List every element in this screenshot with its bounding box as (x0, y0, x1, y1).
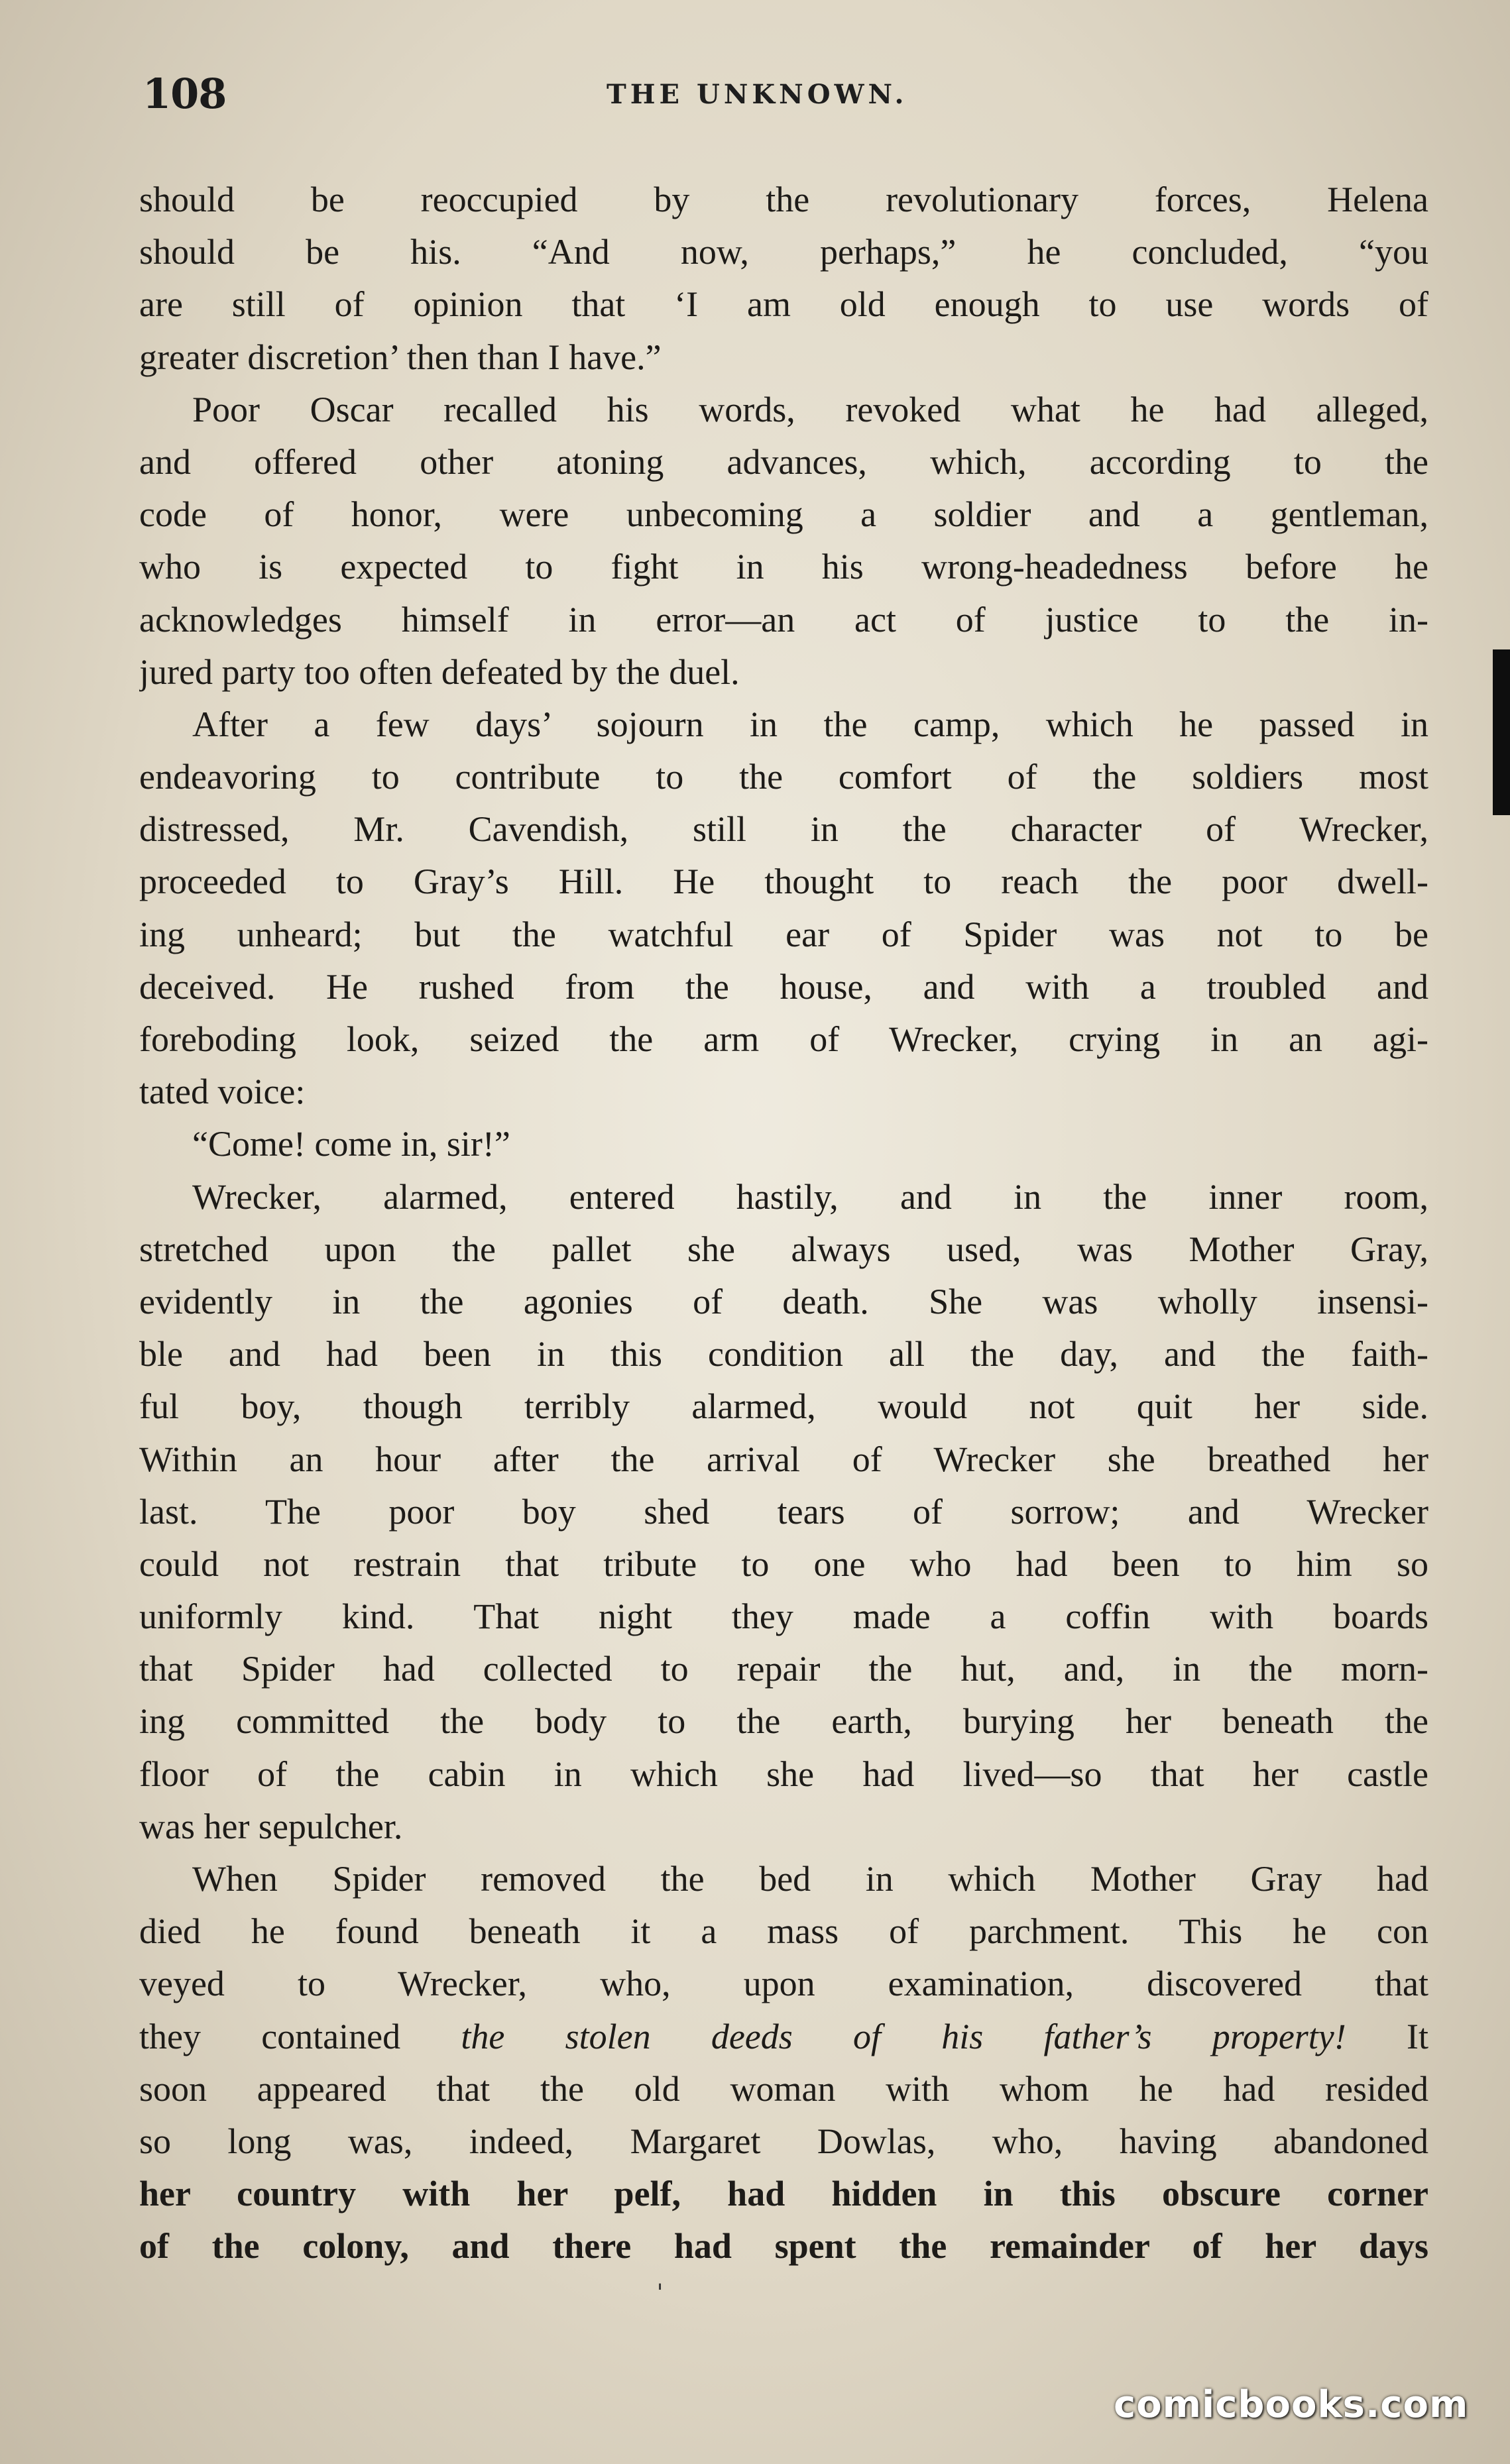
text-line: last. The poor boy shed tears of sorrow; and Wrecker (139, 1491, 1428, 1532)
page-number: 108 (143, 70, 227, 118)
text-line: distressed, Mr. Cavendish, still in the character of Wrecker, (139, 809, 1428, 850)
text-line: was her sepulcher. (139, 1806, 403, 1846)
text-line: evidently in the agonies of death. She was wholly insensi- (139, 1281, 1428, 1321)
text-line: code of honor, were unbecoming a soldier and a gentleman, (139, 494, 1428, 535)
page-edge-shadow (1493, 649, 1510, 815)
text-line: endeavoring to contribute to the comfort of the soldiers most (139, 757, 1428, 797)
running-title: THE UNKNOWN. (607, 79, 908, 110)
text-line: Within an hour after the arrival of Wrecker she breathed her (139, 1439, 1428, 1479)
text-line: ful boy, though terribly alarmed, would not quit her side. (139, 1386, 1428, 1427)
text-line: veyed to Wrecker, who, upon examination, discovered that (139, 1964, 1428, 2004)
watermark: comicbooks.com (1114, 2383, 1469, 2426)
text-line: and offered other atoning advances, which, according to the (139, 441, 1428, 482)
text-line: are still of opinion that ‘I am old enough to use words of (139, 284, 1428, 325)
text-line: Wrecker, alarmed, entered hastily, and in the inner room, (192, 1176, 1428, 1217)
text-line: When Spider removed the bed in which Mother Gray had (192, 1859, 1428, 1899)
italic-phrase: the stolen deeds of his father’s property! (461, 2016, 1346, 2056)
text-line: ble and had been in this condition all the day, and the faith- (139, 1334, 1428, 1374)
text-line: died he found beneath it a mass of parchment. This he con (139, 1911, 1428, 1952)
text-line: could not restrain that tribute to one who had been to him so (139, 1543, 1428, 1584)
text-line: should be his. “And now, perhaps,” he concluded, “you (139, 232, 1428, 272)
footer-mark: ˈ (656, 2280, 664, 2310)
text-line: uniformly kind. That night they made a coffin with boards (139, 1596, 1428, 1637)
text-line: jured party too often defeated by the duel. (139, 651, 740, 692)
text-line: tated voice: (139, 1072, 306, 1112)
text-line: soon appeared that the old woman with whom he had resided (139, 2068, 1428, 2109)
text-line: ing committed the body to the earth, burying her beneath the (139, 1701, 1428, 1742)
body-text (139, 174, 1428, 2321)
text-line: who is expected to fight in his wrong-headedness before he (139, 547, 1428, 587)
text-line: floor of the cabin in which she had lived—so that her castle (139, 1754, 1428, 1794)
text-line: foreboding look, seized the arm of Wrecker, crying in an agi- (139, 1019, 1428, 1059)
text-line: deceived. He rushed from the house, and with a troubled and (139, 966, 1428, 1007)
text-line: After a few days’ sojourn in the camp, which he passed in (192, 704, 1428, 744)
text-line: that Spider had collected to repair the hut, and, in the morn- (139, 1649, 1428, 1689)
text-line: greater discretion’ then than I have.” (139, 337, 662, 377)
text-line: Poor Oscar recalled his words, revoked what he had alleged, (192, 389, 1428, 429)
text-line: ing unheard; but the watchful ear of Spider was not to be (139, 914, 1428, 954)
text-line: “Come! come in, sir!” (192, 1124, 510, 1164)
text-line: so long was, indeed, Margaret Dowlas, who, having abandoned (139, 2121, 1428, 2161)
text-line: acknowledges himself in error—an act of justice to the in- (139, 599, 1428, 640)
text-line: they contained the stolen deeds of his father’s property! It (139, 2016, 1428, 2056)
page-header (143, 70, 1442, 123)
text-line: her country with her pelf, had hidden in this obscure corner (139, 2174, 1428, 2214)
text-line: stretched upon the pallet she always used, was Mother Gray, (139, 1229, 1428, 1269)
text-line: should be reoccupied by the revolutionary forces, Helena (139, 180, 1428, 219)
text-line: of the colony, and there had spent the remainder of her days (139, 2226, 1428, 2267)
text-line: proceeded to Gray’s Hill. He thought to reach the poor dwell- (139, 862, 1428, 902)
